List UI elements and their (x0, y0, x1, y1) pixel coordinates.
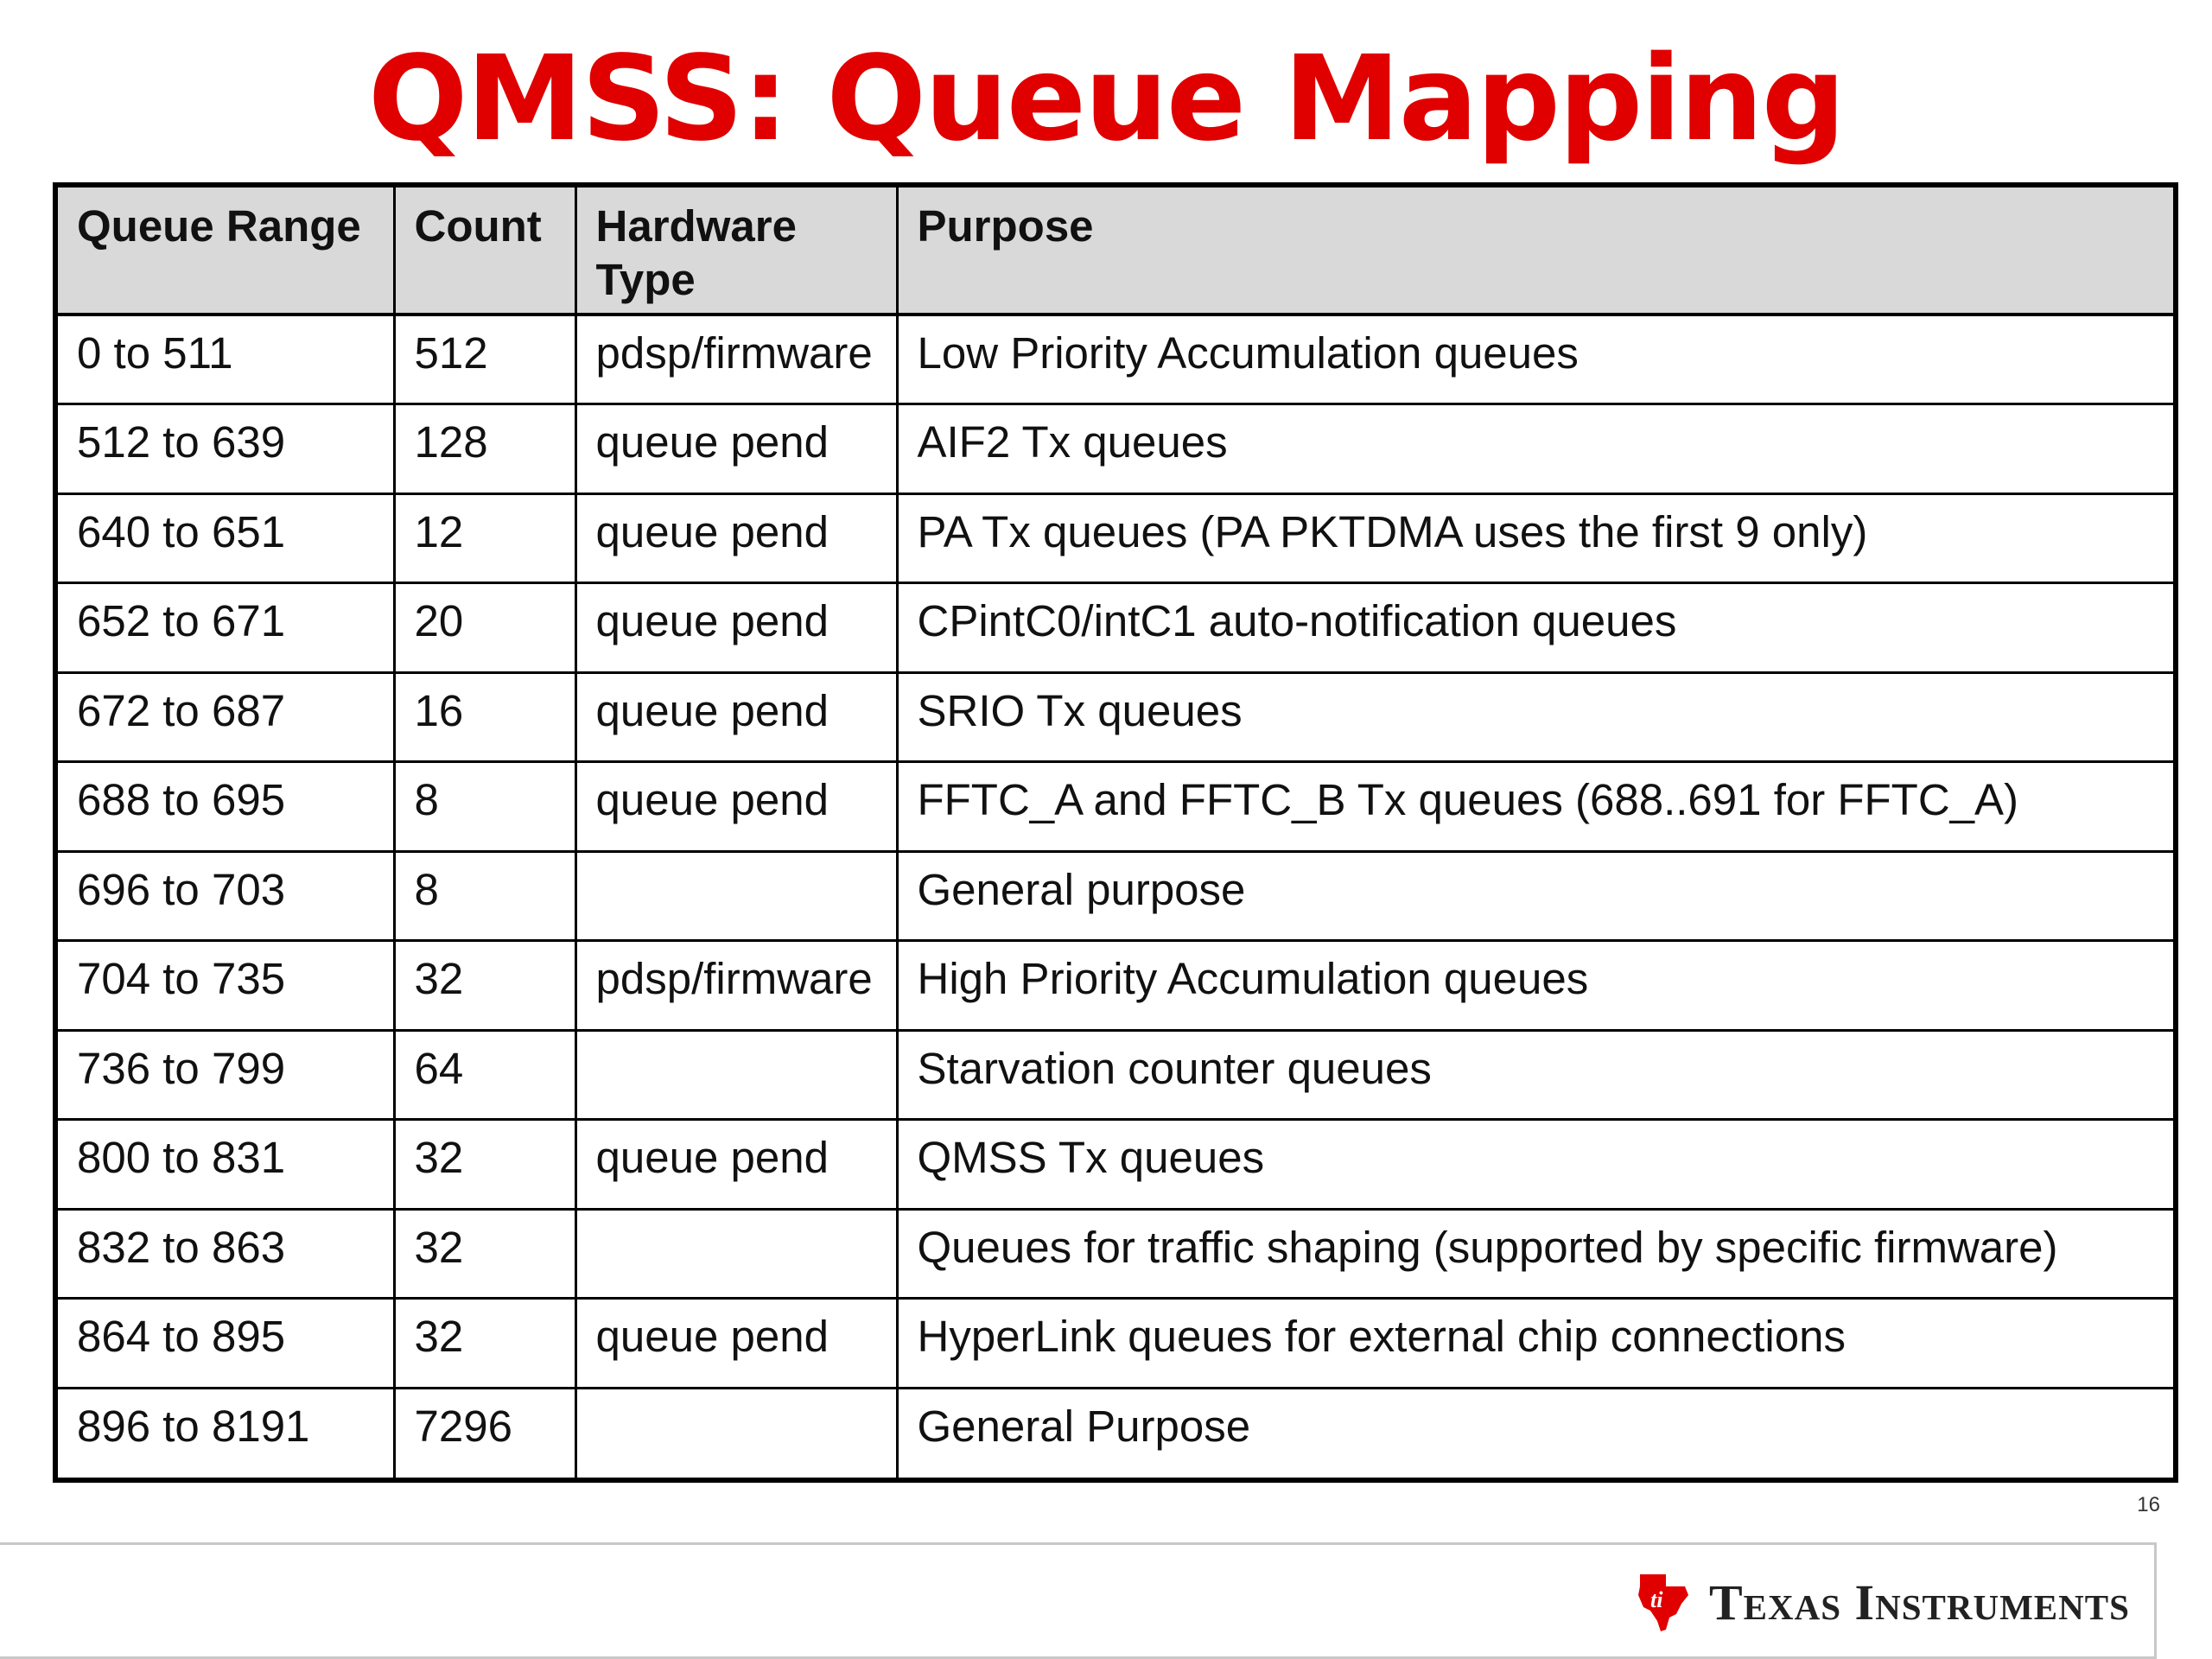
cell-purpose: AIF2 Tx queues (897, 404, 2173, 494)
table-row (58, 493, 2173, 583)
cell-count: 32 (394, 1209, 575, 1299)
cell-purpose: QMSS Tx queues (897, 1120, 2173, 1210)
cell-queue-range: 512 to 639 (58, 404, 394, 494)
cell-queue-range: 864 to 895 (58, 1299, 394, 1389)
table-row (58, 1030, 2173, 1120)
cell-queue-range: 704 to 735 (58, 941, 394, 1031)
cell-queue-range: 696 to 703 (58, 851, 394, 941)
table-row (58, 672, 2173, 762)
cell-purpose: General purpose (897, 851, 2173, 941)
table-header-row (58, 188, 2173, 315)
page-number: 16 (2137, 1493, 2160, 1516)
cell-hardware-type: pdsp/firmware (575, 941, 897, 1031)
cell-hardware-type (575, 851, 897, 941)
cell-hardware-type: queue pend (575, 583, 897, 673)
cell-hardware-type: queue pend (575, 762, 897, 852)
cell-hardware-type: queue pend (575, 1299, 897, 1389)
cell-queue-range: 736 to 799 (58, 1030, 394, 1120)
cell-hardware-type: queue pend (575, 672, 897, 762)
cell-count: 7296 (394, 1388, 575, 1478)
cell-purpose: PA Tx queues (PA PKTDMA uses the first 9 only) (897, 493, 2173, 583)
cell-hardware-type (575, 1209, 897, 1299)
table-row (58, 1209, 2173, 1299)
cell-count: 32 (394, 1299, 575, 1389)
cell-purpose: Low Priority Accumulation queues (897, 315, 2173, 404)
cell-hardware-type (575, 1030, 897, 1120)
cell-count: 16 (394, 672, 575, 762)
header-hardware-type: Hardware Type (575, 188, 897, 315)
table-row (58, 762, 2173, 852)
cell-count: 8 (394, 851, 575, 941)
cell-hardware-type: queue pend (575, 404, 897, 494)
cell-count: 8 (394, 762, 575, 852)
cell-hardware-type (575, 1388, 897, 1478)
cell-queue-range: 832 to 863 (58, 1209, 394, 1299)
cell-queue-range: 640 to 651 (58, 493, 394, 583)
cell-queue-range: 688 to 695 (58, 762, 394, 852)
cell-purpose: FFTC_A and FFTC_B Tx queues (688..691 for FFTC_A) (897, 762, 2173, 852)
cell-queue-range: 800 to 831 (58, 1120, 394, 1210)
table-row (58, 1299, 2173, 1389)
cell-purpose: SRIO Tx queues (897, 672, 2173, 762)
cell-queue-range: 672 to 687 (58, 672, 394, 762)
table-row (58, 1120, 2173, 1210)
cell-purpose: CPintC0/intC1 auto-notification queues (897, 583, 2173, 673)
ti-logo-text: Texas Instruments (1709, 1573, 2130, 1630)
ti-texas-logo-icon (1631, 1569, 1694, 1635)
cell-purpose: Queues for traffic shaping (supported by specific firmware) (897, 1209, 2173, 1299)
cell-count: 64 (394, 1030, 575, 1120)
cell-queue-range: 896 to 8191 (58, 1388, 394, 1478)
table-row (58, 315, 2173, 404)
queue-mapping-table (53, 182, 2178, 1483)
cell-hardware-type: queue pend (575, 1120, 897, 1210)
cell-count: 32 (394, 1120, 575, 1210)
cell-purpose: General Purpose (917, 1401, 1251, 1451)
header-purpose: Purpose (897, 188, 2173, 315)
cell-count: 128 (394, 404, 575, 494)
cell-count: 32 (394, 941, 575, 1031)
table-row (58, 404, 2173, 494)
table-row (58, 941, 2173, 1031)
cell-queue-range: 0 to 511 (58, 315, 394, 404)
cell-hardware-type: queue pend (575, 493, 897, 583)
table-row (58, 583, 2173, 673)
cell-purpose: Starvation counter queues (897, 1030, 2173, 1120)
cell-purpose: HyperLink queues for external chip connections (897, 1299, 2173, 1389)
cell-purpose: High Priority Accumulation queues (897, 941, 2173, 1031)
cell-count: 20 (394, 583, 575, 673)
cell-queue-range: 652 to 671 (58, 583, 394, 673)
slide-title: QMSS: Queue Mapping (367, 31, 1845, 168)
cell-count: 12 (394, 493, 575, 583)
header-queue-range: Queue Range (58, 188, 394, 315)
cell-count: 512 (394, 315, 575, 404)
ti-logo (1631, 1569, 2130, 1635)
cell-hardware-type: pdsp/firmware (575, 315, 897, 404)
table-row (58, 1388, 2173, 1478)
table-row (58, 851, 2173, 941)
svg-text:ti: ti (1650, 1587, 1663, 1612)
header-count: Count (394, 188, 575, 315)
